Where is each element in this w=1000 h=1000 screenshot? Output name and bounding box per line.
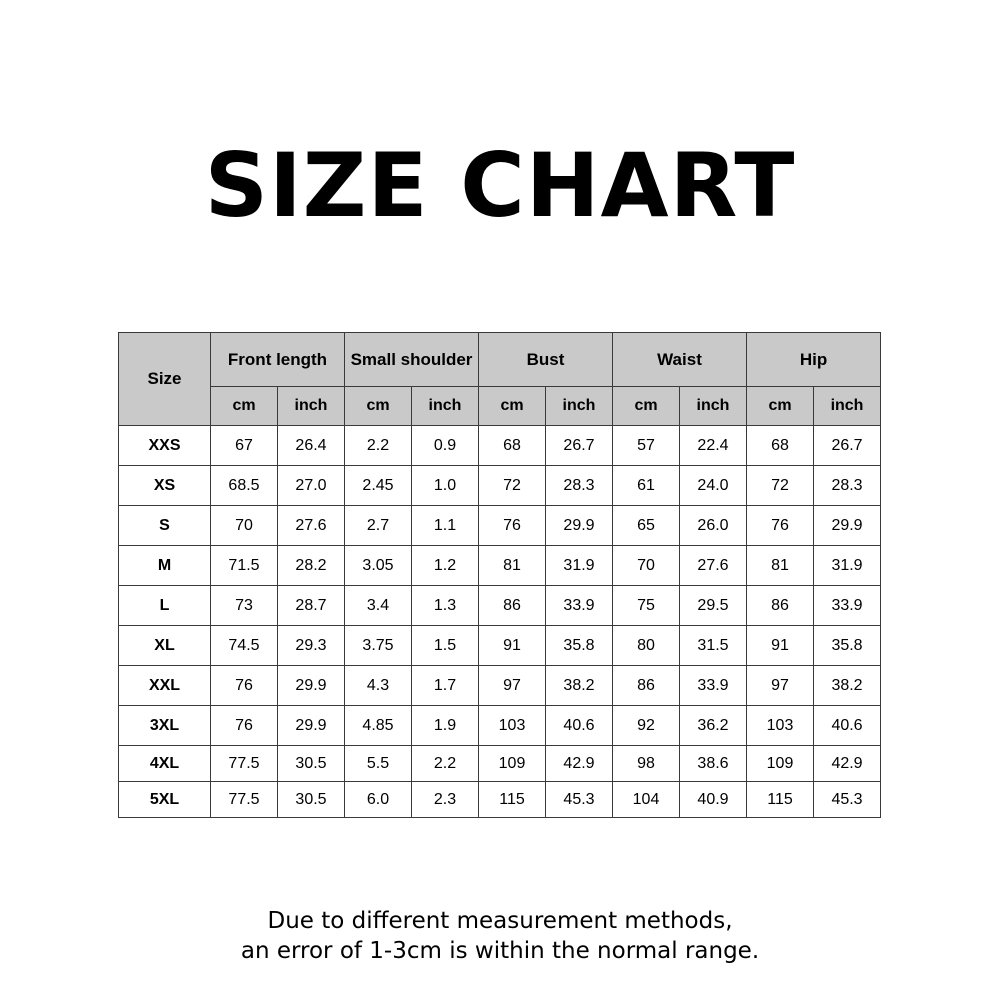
measurement-cell: 33.9: [814, 586, 881, 626]
table-row: [119, 782, 881, 818]
measurement-cell: 30.5: [278, 746, 345, 782]
measurement-cell: 26.7: [814, 426, 881, 466]
unit-header-inch: inch: [814, 387, 881, 426]
measurement-cell: 76: [747, 506, 814, 546]
measurement-cell: 45.3: [546, 782, 613, 818]
group-header: Small shoulder: [345, 333, 479, 387]
group-header: Waist: [613, 333, 747, 387]
measurement-cell: 86: [479, 586, 546, 626]
measurement-cell: 29.5: [680, 586, 747, 626]
measurement-cell: 24.0: [680, 466, 747, 506]
measurement-cell: 103: [479, 706, 546, 746]
measurement-cell: 3.75: [345, 626, 412, 666]
measurement-cell: 72: [479, 466, 546, 506]
measurement-cell: 29.9: [278, 666, 345, 706]
measurement-cell: 26.7: [546, 426, 613, 466]
measurement-cell: 35.8: [814, 626, 881, 666]
measurement-cell: 92: [613, 706, 680, 746]
size-cell: XS: [119, 466, 211, 506]
measurement-cell: 3.4: [345, 586, 412, 626]
measurement-cell: 40.6: [546, 706, 613, 746]
measurement-cell: 35.8: [546, 626, 613, 666]
measurement-cell: 22.4: [680, 426, 747, 466]
page-title: SIZE CHART: [204, 134, 796, 237]
measurement-cell: 76: [211, 666, 278, 706]
measurement-cell: 68.5: [211, 466, 278, 506]
measurement-cell: 2.7: [345, 506, 412, 546]
measurement-cell: 72: [747, 466, 814, 506]
measurement-cell: 1.1: [412, 506, 479, 546]
measurement-cell: 2.45: [345, 466, 412, 506]
measurement-cell: 27.0: [278, 466, 345, 506]
table-row: [119, 426, 881, 466]
measurement-cell: 80: [613, 626, 680, 666]
measurement-cell: 31.9: [814, 546, 881, 586]
size-cell: S: [119, 506, 211, 546]
size-header: Size: [119, 333, 211, 426]
measurement-cell: 1.7: [412, 666, 479, 706]
unit-header-inch: inch: [412, 387, 479, 426]
measurement-cell: 40.9: [680, 782, 747, 818]
size-cell: XXL: [119, 666, 211, 706]
measurement-cell: 1.3: [412, 586, 479, 626]
measurement-cell: 109: [479, 746, 546, 782]
measurement-cell: 42.9: [814, 746, 881, 782]
measurement-cell: 73: [211, 586, 278, 626]
measurement-cell: 86: [613, 666, 680, 706]
group-header: Hip: [747, 333, 881, 387]
measurement-cell: 29.9: [814, 506, 881, 546]
measurement-cell: 97: [747, 666, 814, 706]
measurement-cell: 3.05: [345, 546, 412, 586]
measurement-cell: 31.5: [680, 626, 747, 666]
measurement-cell: 38.2: [546, 666, 613, 706]
unit-header-cm: cm: [211, 387, 278, 426]
measurement-cell: 75: [613, 586, 680, 626]
unit-header-inch: inch: [546, 387, 613, 426]
measurement-cell: 42.9: [546, 746, 613, 782]
note-line-1: Due to different measurement methods,: [267, 908, 733, 934]
measurement-cell: 1.9: [412, 706, 479, 746]
measurement-cell: 2.2: [412, 746, 479, 782]
measurement-cell: 70: [613, 546, 680, 586]
measurement-cell: 65: [613, 506, 680, 546]
measurement-cell: 2.3: [412, 782, 479, 818]
measurement-cell: 4.85: [345, 706, 412, 746]
measurement-cell: 28.2: [278, 546, 345, 586]
measurement-cell: 76: [479, 506, 546, 546]
measurement-cell: 76: [211, 706, 278, 746]
table-row: [119, 466, 881, 506]
measurement-cell: 2.2: [345, 426, 412, 466]
measurement-cell: 74.5: [211, 626, 278, 666]
table-row: [119, 706, 881, 746]
measurement-cell: 6.0: [345, 782, 412, 818]
measurement-cell: 4.3: [345, 666, 412, 706]
measurement-cell: 115: [479, 782, 546, 818]
measurement-cell: 45.3: [814, 782, 881, 818]
measurement-cell: 27.6: [278, 506, 345, 546]
unit-header-inch: inch: [278, 387, 345, 426]
table-row: [119, 546, 881, 586]
unit-header-cm: cm: [479, 387, 546, 426]
measurement-cell: 40.6: [814, 706, 881, 746]
size-chart-table: [118, 332, 881, 818]
table-row: [119, 586, 881, 626]
measurement-cell: 81: [479, 546, 546, 586]
measurement-cell: 68: [747, 426, 814, 466]
size-cell: M: [119, 546, 211, 586]
size-cell: XXS: [119, 426, 211, 466]
measurement-cell: 67: [211, 426, 278, 466]
measurement-cell: 28.7: [278, 586, 345, 626]
measurement-cell: 27.6: [680, 546, 747, 586]
size-cell: L: [119, 586, 211, 626]
group-header: Bust: [479, 333, 613, 387]
measurement-cell: 31.9: [546, 546, 613, 586]
measurement-cell: 77.5: [211, 782, 278, 818]
measurement-cell: 29.9: [278, 706, 345, 746]
measurement-cell: 0.9: [412, 426, 479, 466]
measurement-note: [0, 906, 1000, 966]
measurement-cell: 57: [613, 426, 680, 466]
size-cell: 5XL: [119, 782, 211, 818]
unit-header-inch: inch: [680, 387, 747, 426]
measurement-cell: 97: [479, 666, 546, 706]
unit-header-cm: cm: [613, 387, 680, 426]
measurement-cell: 1.0: [412, 466, 479, 506]
measurement-cell: 68: [479, 426, 546, 466]
measurement-cell: 33.9: [546, 586, 613, 626]
measurement-cell: 115: [747, 782, 814, 818]
measurement-cell: 33.9: [680, 666, 747, 706]
measurement-cell: 26.0: [680, 506, 747, 546]
table-body: [119, 426, 881, 818]
measurement-cell: 1.2: [412, 546, 479, 586]
measurement-cell: 5.5: [345, 746, 412, 782]
measurement-cell: 98: [613, 746, 680, 782]
table-row: [119, 746, 881, 782]
group-header: Front length: [211, 333, 345, 387]
measurement-cell: 38.2: [814, 666, 881, 706]
measurement-cell: 109: [747, 746, 814, 782]
measurement-cell: 28.3: [814, 466, 881, 506]
measurement-cell: 38.6: [680, 746, 747, 782]
table-row: [119, 506, 881, 546]
measurement-cell: 29.3: [278, 626, 345, 666]
measurement-cell: 70: [211, 506, 278, 546]
measurement-cell: 103: [747, 706, 814, 746]
measurement-cell: 1.5: [412, 626, 479, 666]
size-cell: 4XL: [119, 746, 211, 782]
table-row: [119, 626, 881, 666]
measurement-cell: 29.9: [546, 506, 613, 546]
measurement-cell: 104: [613, 782, 680, 818]
measurement-cell: 36.2: [680, 706, 747, 746]
measurement-cell: 86: [747, 586, 814, 626]
measurement-cell: 91: [747, 626, 814, 666]
table-row: [119, 666, 881, 706]
measurement-cell: 61: [613, 466, 680, 506]
unit-header-cm: cm: [345, 387, 412, 426]
measurement-cell: 26.4: [278, 426, 345, 466]
measurement-cell: 91: [479, 626, 546, 666]
measurement-cell: 28.3: [546, 466, 613, 506]
size-cell: 3XL: [119, 706, 211, 746]
measurement-cell: 81: [747, 546, 814, 586]
measurement-cell: 30.5: [278, 782, 345, 818]
note-line-2: an error of 1-3cm is within the normal range.: [240, 938, 760, 964]
size-cell: XL: [119, 626, 211, 666]
measurement-cell: 71.5: [211, 546, 278, 586]
unit-header-cm: cm: [747, 387, 814, 426]
measurement-cell: 77.5: [211, 746, 278, 782]
